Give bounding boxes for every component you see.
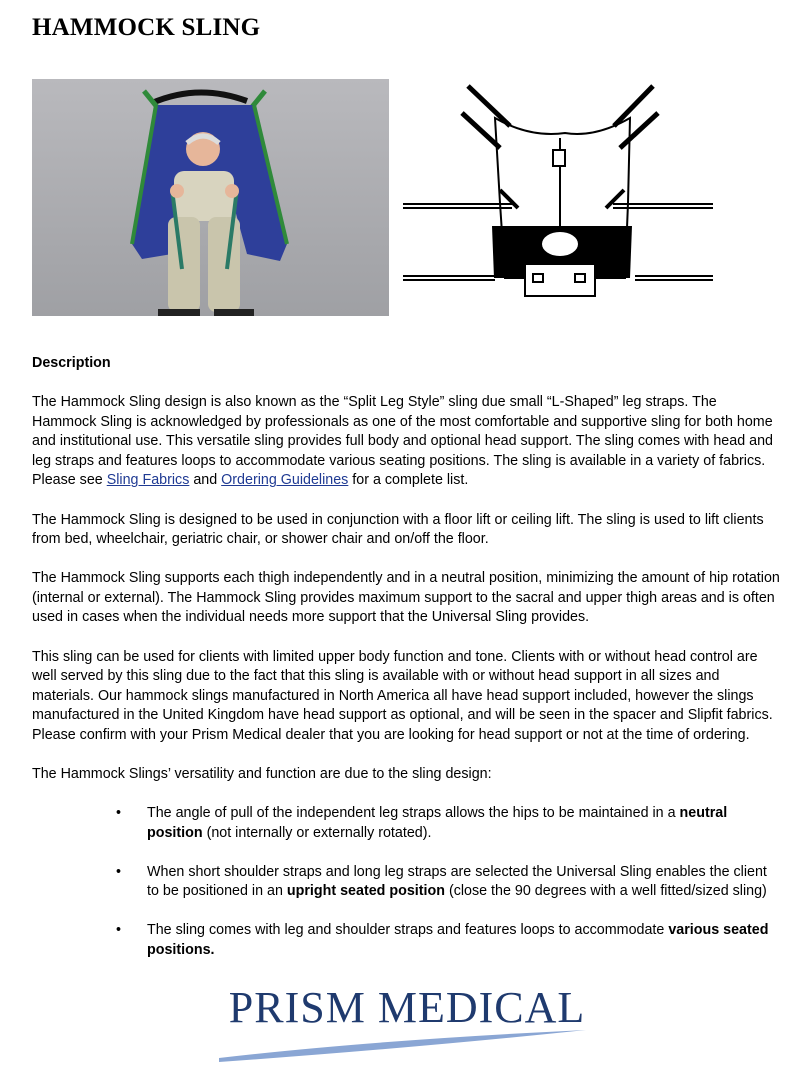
paragraph-5: The Hammock Slings’ versatility and function are due to the sling design: [32, 766, 492, 782]
logo-text: PRISM MEDICAL [228, 983, 586, 1032]
list-item [32, 921, 782, 960]
bullet-text: The sling comes with leg and shoulder straps and features loops to accommodate [147, 922, 669, 939]
content [32, 354, 782, 980]
paragraph-3: The Hammock Sling supports each thigh independently and in a neutral position, minimizing the amount of hip rotation (internal or external). The Hammock Sling provides maximum support to the sacral and upper thigh areas and is often used in cases when the individual needs more support that the Universal Sling provides. [32, 570, 780, 626]
sling-diagram [400, 78, 716, 300]
paragraph-1-end: for a complete list. [348, 472, 469, 489]
sling-photo [32, 79, 389, 316]
list-item [32, 863, 782, 902]
bullet-text: The angle of pull of the independent leg straps allows the hips to be maintained in a [147, 805, 680, 822]
paragraph-4: This sling can be used for clients with limited upper body function and tone. Clients with or without head control are well served by this sling due to the fact that this sling is available with or without head support in all sizes and materials. Our hammock slings manufactured in North America all have head support included, however the slings manufactured in the United Kingdom have head support as optional, and will be seen in the spacer and Slipfit fabrics. Please confirm with your Prism Medical dealer that you are looking for head support or not at the time of ordering. [32, 648, 773, 743]
bullet-text-end: (close the 90 degrees with a well fitted/sized sling) [444, 883, 767, 900]
bullet-text-end: (not internally or externally rotated). [202, 824, 432, 841]
sling-fabrics-link[interactable]: Sling Fabrics [106, 472, 190, 489]
bullet-bold: various seated positions. [147, 922, 769, 959]
bullet-bold: neutral position [147, 805, 728, 841]
page-title: HAMMOCK SLING [32, 14, 261, 41]
bullet-bold: upright seated position [286, 883, 445, 900]
prism-medical-logo [214, 982, 600, 1066]
paragraph-1 [32, 393, 782, 491]
description-heading: Description [32, 355, 111, 371]
paragraph-1-text: The Hammock Sling design is also known as the “Split Leg Style” sling due small “L-Shaped” leg straps. The Hammock Sling is acknowledged by professionals as one of the most comfortable and supportive sling for both home and institutional use. This versatile sling provides full body and optional head support. The sling comes with head and leg straps and features loops to accommodate various seating positions. The sling is available in a variety of fabrics. Please see [32, 394, 773, 489]
bullet-icon: • [116, 863, 122, 880]
design-bullet-list [32, 804, 782, 961]
list-item [32, 804, 782, 843]
paragraph-1-and: and [189, 472, 222, 489]
bullet-icon: • [116, 805, 122, 822]
bullet-text: When short shoulder straps and long leg straps are selected the Universal Sling enables the client to be positioned in an [147, 863, 767, 900]
logo-swoosh [219, 1030, 586, 1062]
paragraph-2: The Hammock Sling is designed to be used in conjunction with a floor lift or ceiling lift. The sling is used to lift clients from bed, wheelchair, geriatric chair, or shower chair and on/off the floor. [32, 511, 764, 548]
bullet-icon: • [116, 922, 122, 939]
ordering-guidelines-link[interactable]: Ordering Guidelines [221, 472, 349, 489]
